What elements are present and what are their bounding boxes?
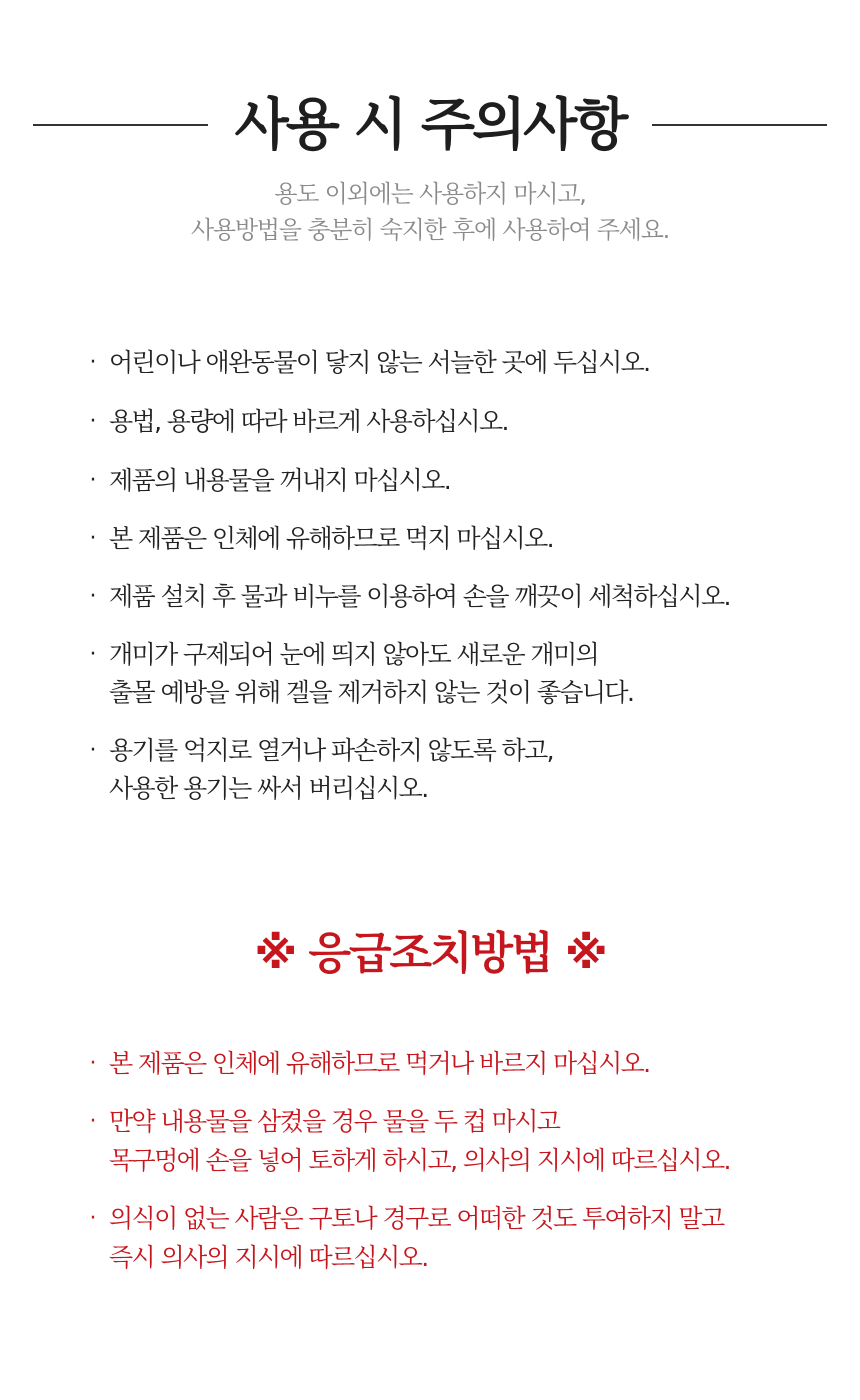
caution-text-continued: 사용한 용기는 싸서 버리십시오. [109,774,428,803]
caution-text-continued: 출몰 예방을 위해 겔을 제거하지 않는 것이 좋습니다. [109,678,634,707]
bullet: · [89,409,97,434]
bullet: · [89,584,97,609]
emergency-text: 의식이 없는 사람은 구토나 경구로 어떠한 것도 투여하지 말고 [109,1204,724,1233]
page-title: 사용 시 주의사항 [234,93,626,158]
emergency-heading: ※ 응급조치방법 ※ [254,928,606,979]
caution-text: 개미가 구제되어 눈에 띄지 않아도 새로운 개미의 [109,640,599,669]
bullet: · [89,468,97,493]
bullet: · [89,1051,97,1076]
emergency-text-continued: 목구멍에 손을 넣어 토하게 하시고, 의사의 지시에 따르십시오. [109,1146,730,1175]
emergency-text: 본 제품은 인체에 유해하므로 먹거나 바르지 마십시오. [109,1049,650,1078]
bullet: · [89,738,97,763]
caution-text: 제품 설치 후 물과 비누를 이용하여 손을 깨끗이 세척하십시오. [109,582,730,611]
title-row [0,88,860,164]
title-divider-right [652,124,827,126]
subtitle-line-2: 사용방법을 충분히 숙지한 후에 사용하여 주세요. [190,216,670,244]
subtitle-line-1: 용도 이외에는 사용하지 마시고, [274,180,586,208]
bullet: · [89,350,97,375]
emergency-text: 만약 내용물을 삼켰을 경우 물을 두 컵 마시고 [109,1107,560,1136]
caution-text: 용기를 억지로 열거나 파손하지 않도록 하고, [109,736,553,765]
caution-text: 제품의 내용물을 꺼내지 마십시오. [109,466,451,495]
emergency-text-continued: 즉시 의사의 지시에 따르십시오. [109,1243,428,1272]
caution-text: 본 제품은 인체에 유해하므로 먹지 마십시오. [109,524,553,553]
caution-text: 어린이나 애완동물이 닿지 않는 서늘한 곳에 두십시오. [109,348,650,377]
bullet: · [89,1206,97,1231]
bullet: · [89,642,97,667]
bullet: · [89,526,97,551]
caution-text: 용법, 용량에 따라 바르게 사용하십시오. [109,407,508,436]
title-divider-left [33,124,208,126]
bullet: · [89,1109,97,1134]
